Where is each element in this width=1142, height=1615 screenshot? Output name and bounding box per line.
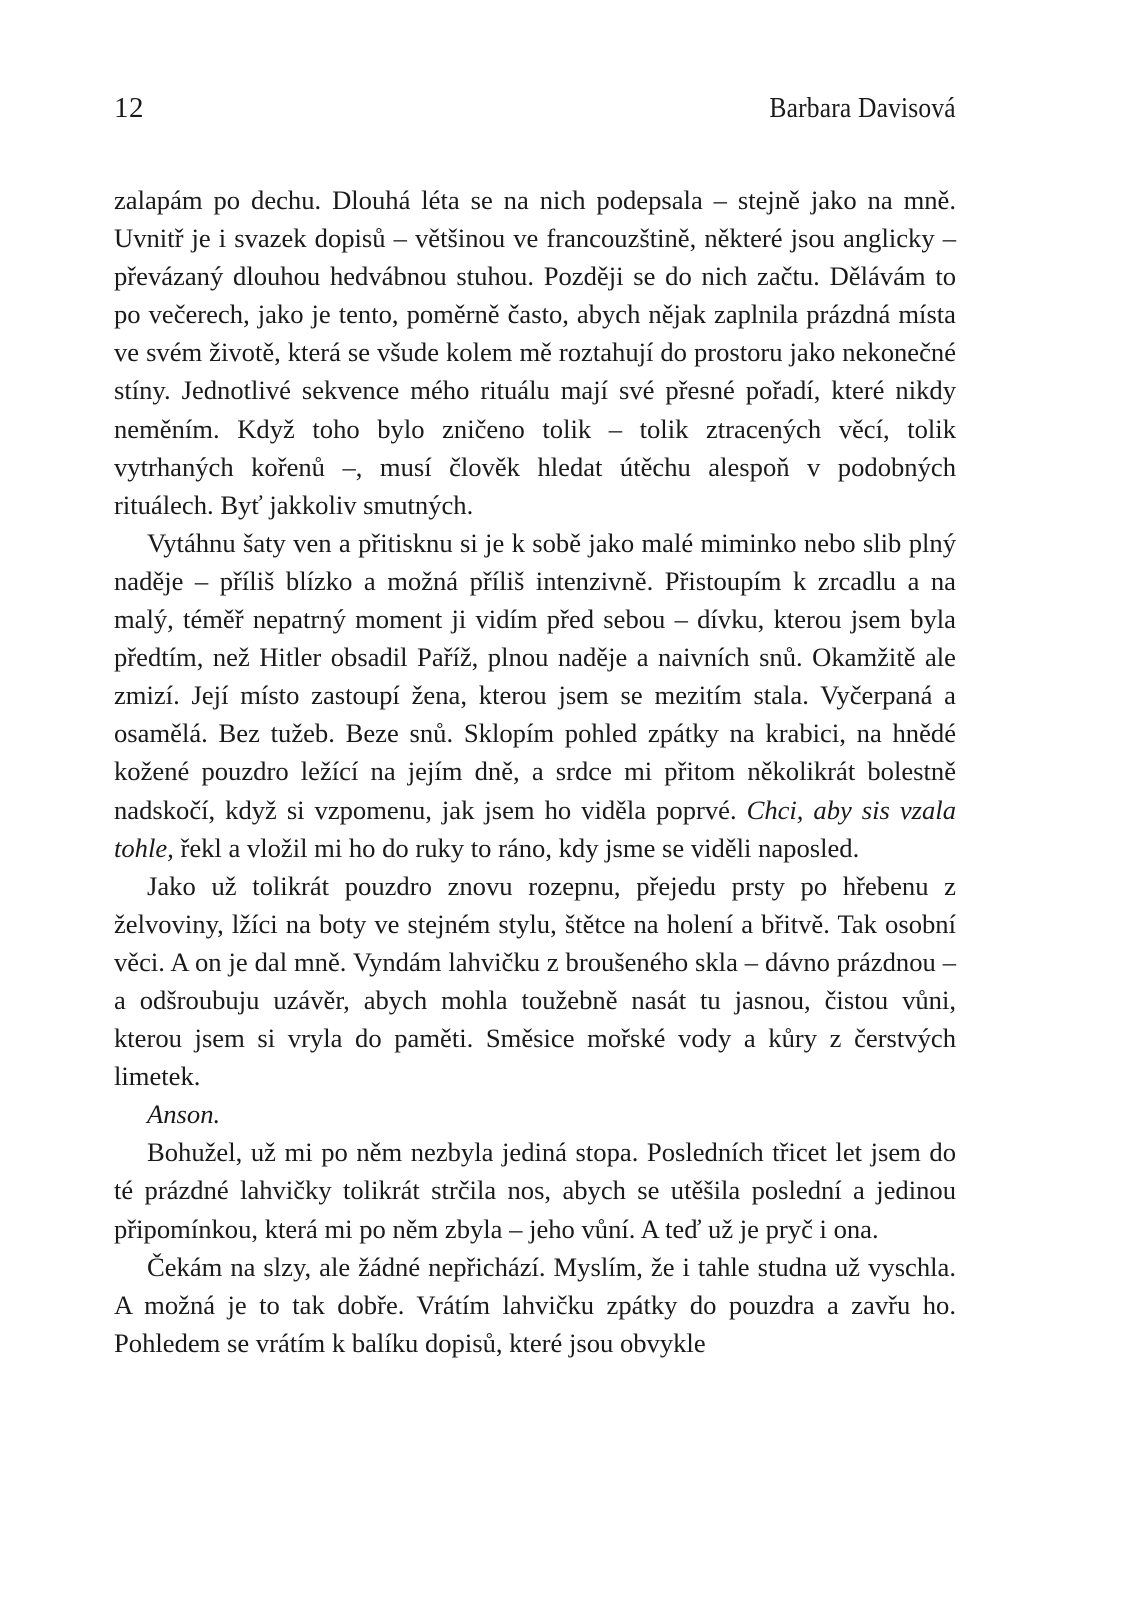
paragraph-text: Bohužel, už mi po něm nezbyla jediná stopa. Posledních třicet let jsem do té prázdné lahvičky tolikrát strčila nos, abych se utěšila poslední a jedinou připomínkou, která mi po něm zbyla – jeho vůní. A teď už je pryč i ona. (114, 1137, 956, 1244)
paragraph (114, 1248, 956, 1362)
paragraph-text: řekl a vložil mi ho do ruky to ráno, kdy jsme se viděli naposled. (173, 832, 860, 863)
paragraph (114, 867, 956, 1096)
running-head-author: Barbara Davisová (769, 92, 956, 124)
paragraph (114, 1133, 956, 1247)
paragraph-text: Čekám na slzy, ale žádné nepřichází. Myslím, že i tahle studna už vyschla. A možná je to tak dobře. Vrátím lahvičku zpátky do pouzdra a zavřu ho. Pohledem se vrátím k balíku dopisů, které jsou obvykle (114, 1251, 956, 1358)
page-header (114, 92, 956, 132)
paragraph-text: Vytáhnu šaty ven a přitisknu si je k sobě jako malé miminko nebo slib plný naděje – příliš blízko a možná příliš intenzivně. Přistoupím k zrcadlu a na malý, téměř nepatrný moment ji vidím před sebou – dívku, kterou jsem byla předtím, než Hitler obsadil Paříž, plnou naděje a naivních snů. Okamžitě ale zmizí. Její místo zastoupí žena, kterou jsem se mezitím stala. Vyčerpaná a osamělá. Bez tužeb. Beze snů. Sklopím pohled zpátky na krabici, na hnědé kožené pouzdro ležící na jejím dně, a srdce mi přitom několikrát bolestně nadskočí, když si vzpomenu, jak jsem ho viděla poprvé. (114, 527, 956, 825)
paragraph-text: Jako už tolikrát pouzdro znovu rozepnu, přejedu prsty po hřebenu z želvoviny, lžíci na boty ve stejném stylu, štětce na holení a břitvě. Tak osobní věci. A on je dal mně. Vyndám lahvičku z broušeného skla – dávno prázdnou – a odšroubuju uzávěr, abych mohla toužebně nasát tu jasnou, čistou vůni, kterou jsem si vryla do paměti. Směsice mořské vody a kůry z čerstvých limetek. (114, 870, 956, 1092)
paragraph (114, 1095, 956, 1133)
italic-name: Anson. (147, 1099, 221, 1130)
paragraph-text: zalapám po dechu. Dlouhá léta se na nich podepsala – stejně jako na mně. Uvnitř je i svazek dopisů – většinou ve francouzštině, některé jsou anglicky – převázaný dlouhou hedvábnou stuhou. Později se do nich začtu. Dělávám to po večerech, jako je tento, poměrně často, abych nějak zaplnila prázdná místa ve svém životě, která se všude kolem mě roztahují do prostoru jako nekonečné stíny. Jednotlivé sekvence mého rituálu mají své přesné pořadí, které nikdy neměním. Když toho bylo zničeno tolik – tolik ztracených věcí, tolik vytrhaných kořenů –, musí člověk hledat útěchu alespoň v podobných rituálech. Byť jakkoliv smutných. (114, 185, 956, 520)
body-text (114, 181, 956, 1362)
paragraph (114, 524, 956, 867)
italic-quote: Chci, aby sis vzala tohle, (114, 794, 956, 863)
page-number: 12 (114, 92, 144, 124)
paragraph (114, 181, 956, 524)
